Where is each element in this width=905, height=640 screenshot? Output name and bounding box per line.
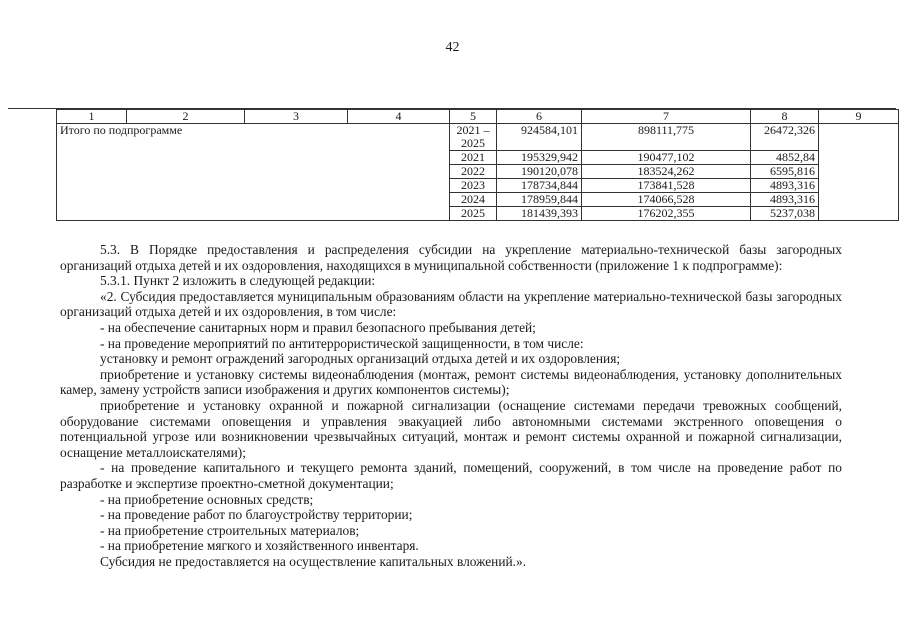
value-cell: 4893,316 — [751, 193, 819, 207]
value-cell: 4893,316 — [751, 179, 819, 193]
paragraph: - на проведение работ по благоустройству территории; — [100, 507, 413, 523]
paragraph: приобретение и установку охранной и пожарной сигнализации (оснащение системами передачи тревожных сообщений, оборудование системами оповещения и управления эвакуацией либо автономными системами экстренного оповещения о потенциальной угрозе или возникновении чрезвычайных ситуаций, монтаж и ремонт системы охранной и пожарной сигнализации, оснащение металлоискателями); — [60, 397, 842, 460]
header-cell: 6 — [497, 110, 582, 124]
value-cell: 6595,816 — [751, 165, 819, 179]
header-cell: 7 — [582, 110, 751, 124]
table-row — [57, 124, 899, 151]
paragraph: установку и ремонт ограждений загородных организаций отдыха детей и их оздоровления; — [100, 351, 621, 367]
value-cell: 178959,844 — [497, 193, 582, 207]
paragraph: - на приобретение основных средств; — [100, 491, 314, 507]
empty-cell — [819, 124, 899, 221]
paragraph: - на приобретение строительных материалов; — [100, 522, 360, 538]
value-cell: 190120,078 — [497, 165, 582, 179]
paragraph: «2. Субсидия предоставляется муниципальным образованиям области на укрепление материально-технической базы загородных организаций отдыха детей и их оздоровления, в том числе: — [60, 288, 842, 320]
value-cell: 181439,393 — [497, 207, 582, 221]
value-cell: 173841,528 — [582, 179, 751, 193]
value-cell: 4852,84 — [751, 151, 819, 165]
paragraph: приобретение и установку системы видеонаблюдения (монтаж, ремонт системы видеонаблюдения, установку дополнительных камер, замену устройств записи изображения и других компонентов системы); — [60, 366, 842, 398]
year-cell: 2021 – 2025 — [450, 124, 497, 151]
header-cell: 3 — [245, 110, 348, 124]
paragraph: - на проведение мероприятий по антитеррористической защищенности, в том числе: — [100, 335, 584, 351]
header-cell: 2 — [127, 110, 245, 124]
value-cell: 924584,101 — [497, 124, 582, 151]
value-cell: 898111,775 — [582, 124, 751, 151]
year-cell: 2025 — [450, 207, 497, 221]
paragraph: 5.3. В Порядке предоставления и распределения субсидии на укрепление материально-технической базы загородных организаций отдыха детей и их оздоровления, находящихся в муниципальной собственности (приложение 1 к подпрограмме): — [60, 242, 842, 273]
budget-table — [56, 109, 899, 221]
page-number: 42 — [445, 40, 460, 55]
year-cell: 2022 — [450, 165, 497, 179]
paragraph: - на обеспечение санитарных норм и правил безопасного пребывания детей; — [100, 319, 536, 335]
value-cell: 183524,262 — [582, 165, 751, 179]
header-cell: 4 — [348, 110, 450, 124]
value-cell: 195329,942 — [497, 151, 582, 165]
header-cell: 9 — [819, 110, 899, 124]
header-cell: 8 — [751, 110, 819, 124]
paragraph: - на проведение капитального и текущего ремонта зданий, помещений, сооружений, в том числе на проведение работ по разработке и экспертизе проектно-сметной документации; — [60, 460, 842, 491]
value-cell: 190477,102 — [582, 151, 751, 165]
header-cell: 1 — [57, 110, 127, 124]
header-cell: 5 — [450, 110, 497, 124]
value-cell: 174066,528 — [582, 193, 751, 207]
paragraph: Субсидия не предоставляется на осуществление капитальных вложений.». — [100, 553, 527, 569]
table-header-row — [57, 110, 899, 124]
document-body — [60, 242, 842, 569]
year-cell: 2024 — [450, 193, 497, 207]
value-cell: 178734,844 — [497, 179, 582, 193]
row-label: Итого по подпрограмме — [57, 124, 450, 221]
year-cell: 2021 — [450, 151, 497, 165]
value-cell: 5237,038 — [751, 207, 819, 221]
year-cell: 2023 — [450, 179, 497, 193]
paragraph: - на приобретение мягкого и хозяйственного инвентаря. — [100, 538, 419, 554]
value-cell: 26472,326 — [751, 124, 819, 151]
paragraph: 5.3.1. Пункт 2 изложить в следующей редакции: — [100, 273, 376, 289]
value-cell: 176202,355 — [582, 207, 751, 221]
